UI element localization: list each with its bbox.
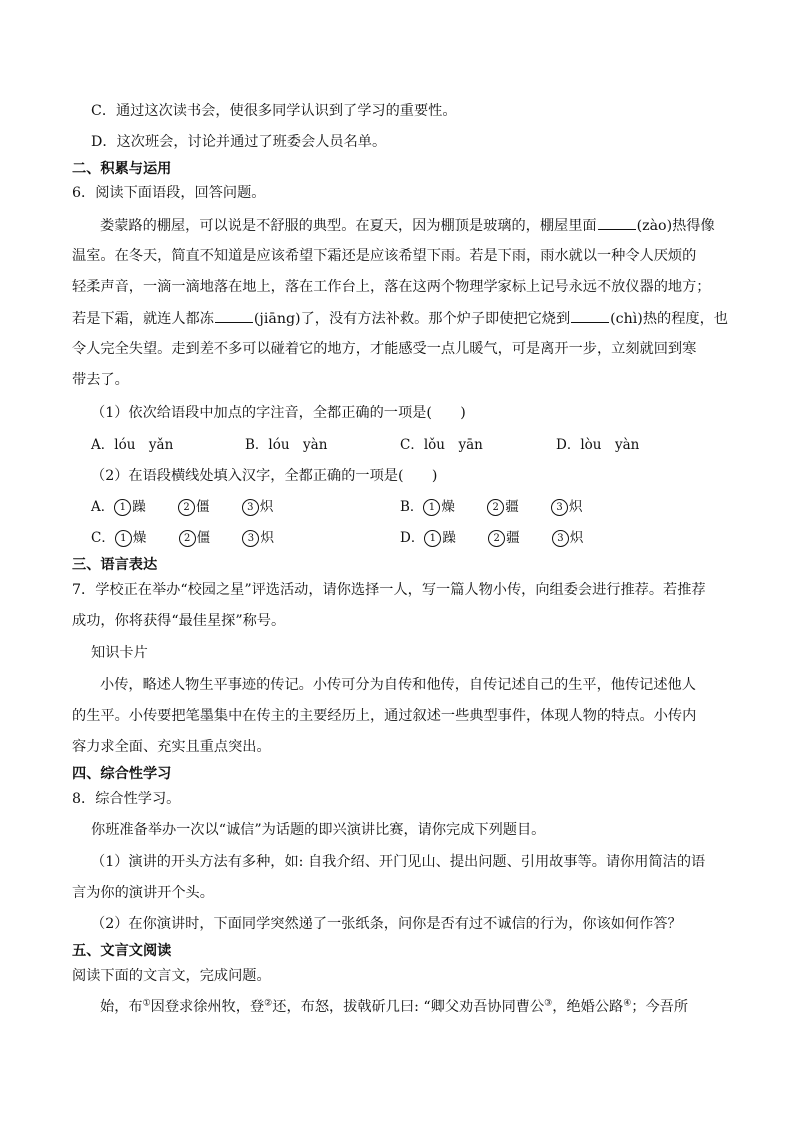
q6-sub1-option-a: A．lóu yǎn: [91, 437, 174, 453]
option-letter: C．: [91, 530, 115, 546]
option-item: 炽: [569, 499, 583, 515]
passage-text: (zào)热得像: [636, 218, 715, 234]
passage-text: ，绝婚公路: [552, 999, 624, 1015]
q6-passage-line-3: 轻柔声音，一滴一滴地落在地上，落在工作台上，落在这两个物理学家标上记号永远不放仪器的地方；: [72, 279, 711, 295]
q6-sub1-option-c: C．lǒu yān: [400, 437, 483, 453]
option-item: 躁: [442, 530, 456, 546]
section-5-heading: 五、文言文阅读: [72, 943, 172, 959]
q6-passage-line-6: 带去了。: [72, 372, 129, 388]
circled-number-3: 3: [242, 530, 259, 547]
circled-number-1: 1: [423, 499, 440, 516]
q6-sub1: （1）依次给语段中加点的字注音，全都正确的一项是( ): [91, 405, 466, 421]
circled-number-1: 1: [114, 499, 131, 516]
q7-card-line-3: 容力求全面、充实且重点突出。: [72, 739, 271, 755]
passage-text: ；今吾所: [631, 999, 689, 1015]
circled-number-1: 1: [115, 530, 132, 547]
q8-sub2: （2）在你演讲时，下面同学突然递了一张纸条，问你是否有过不诚信的行为，你该如何作答？: [91, 916, 682, 932]
option-item: 燥: [441, 499, 455, 515]
q6-sub2: （2）在语段横线处填入汉字，全都正确的一项是( ): [91, 468, 438, 484]
footnote-marker-2: ②: [264, 998, 273, 1009]
option-item: 僵: [196, 499, 210, 515]
option-letter: D．: [400, 530, 425, 546]
q6-sub1-option-d: D．lòu yàn: [556, 437, 640, 453]
blank-3: [571, 308, 609, 323]
q7-card-line-1: 小传，略述人物生平事迹的传记。小传可分为自传和他传，自传记述自己的生平，他传记述他人: [100, 677, 696, 693]
section-2-heading: 二、积累与运用: [72, 161, 172, 177]
passage-text: 始，布: [100, 999, 143, 1015]
option-item: 疆: [505, 499, 519, 515]
q9-intro: 阅读下面的文言文，完成问题。: [72, 968, 271, 984]
circled-number-2: 2: [487, 499, 504, 516]
option-letter: B．: [400, 499, 424, 515]
circled-number-3: 3: [242, 499, 259, 516]
option-letter: A．: [91, 499, 115, 515]
q6-stem: 6．阅读下面语段，回答问题。: [72, 185, 266, 201]
q6-sub2-option-d: [400, 528, 583, 548]
passage-text: (chì)热的程度，也: [610, 311, 728, 327]
q6-sub2-option-c: [91, 528, 274, 548]
circled-number-1: 1: [424, 530, 441, 547]
option-item: 炽: [569, 530, 584, 546]
section-3-heading: 三、语言表达: [72, 557, 158, 573]
circled-number-2: 2: [488, 530, 505, 547]
option-item: 炽: [260, 530, 274, 546]
q6-sub2-option-b: [400, 497, 583, 517]
q6-passage-line-4: [72, 308, 728, 329]
q8-sub1-line-1: （1）演讲的开头方法有多种，如: 自我介绍、开门见山、提出问题、引用故事等。请你用简洁的语: [91, 854, 706, 870]
passage-text: 娄蒙路的棚屋，可以说是不舒服的典型。在夏天，因为棚顶是玻璃的，棚屋里面: [100, 218, 597, 234]
passage-text: 若是下霜，就连人都冻: [72, 311, 214, 327]
q8-stem: 8．综合性学习。: [72, 791, 181, 807]
option-item: 疆: [506, 530, 520, 546]
q7-card-line-2: 的生平。小传要把笔墨集中在传主的主要经历上，通过叙述一些典型事件，体现人物的特点。小传内: [72, 708, 697, 724]
q8-intro: 你班准备举办一次以“诚信”为话题的即兴演讲比赛，请你完成下列题目。: [91, 822, 546, 838]
option-item: 躁: [132, 499, 146, 515]
option-item: 僵: [196, 530, 211, 546]
footnote-marker-3: ③: [544, 998, 553, 1009]
option-item: 燥: [132, 530, 147, 546]
q8-sub1-line-2: 言为你的演讲开个头。: [72, 885, 214, 901]
passage-text: 还，布怒，拔戟斫几曰: “卿父劝吾协同曹公: [272, 999, 545, 1015]
q6-passage-line-2: 温室。在冬天，简直不知道是应该希望下霜还是应该希望下雨。若是下雨，雨水就以一种令人厌烦的: [72, 248, 697, 264]
q6-sub2-option-a: [91, 497, 273, 517]
blank-1: [598, 215, 636, 230]
circled-number-3: 3: [551, 499, 568, 516]
q7-line-1: 7．学校正在举办“校园之星”评选活动，请你选择一人，写一篇人物小传，向组委会进行推荐。若推荐: [72, 582, 706, 598]
q5-option-c: C．通过这次读书会，使很多同学认识到了学习的重要性。: [91, 103, 457, 119]
circled-number-3: 3: [552, 530, 569, 547]
q6-passage-line-1: [100, 215, 715, 236]
section-4-heading: 四、综合性学习: [72, 766, 172, 782]
footnote-marker-1: ①: [142, 998, 151, 1009]
blank-2: [215, 308, 253, 323]
q5-option-d: D．这次班会，讨论并通过了班委会人员名单。: [91, 134, 387, 150]
footnote-marker-4: ④: [623, 998, 632, 1009]
q6-passage-line-5: 令人完全失望。走到差不多可以碰着它的地方，才能感受一点儿暖气，可是离开一步，立刻就回到寒: [72, 341, 697, 357]
q9-passage-line-1: [100, 997, 688, 1017]
option-item: 炽: [259, 499, 274, 515]
q7-line-2: 成功，你将获得“最佳星探”称号。: [72, 613, 286, 629]
passage-text: 因登求徐州牧，登: [150, 999, 265, 1015]
q6-sub1-option-b: B．lóu yàn: [245, 437, 328, 453]
circled-number-2: 2: [178, 499, 195, 516]
q7-card-title: 知识卡片: [91, 645, 148, 661]
circled-number-2: 2: [179, 530, 196, 547]
passage-text: (jiāng)了，没有方法补救。那个炉子即使把它烧到: [253, 311, 571, 327]
